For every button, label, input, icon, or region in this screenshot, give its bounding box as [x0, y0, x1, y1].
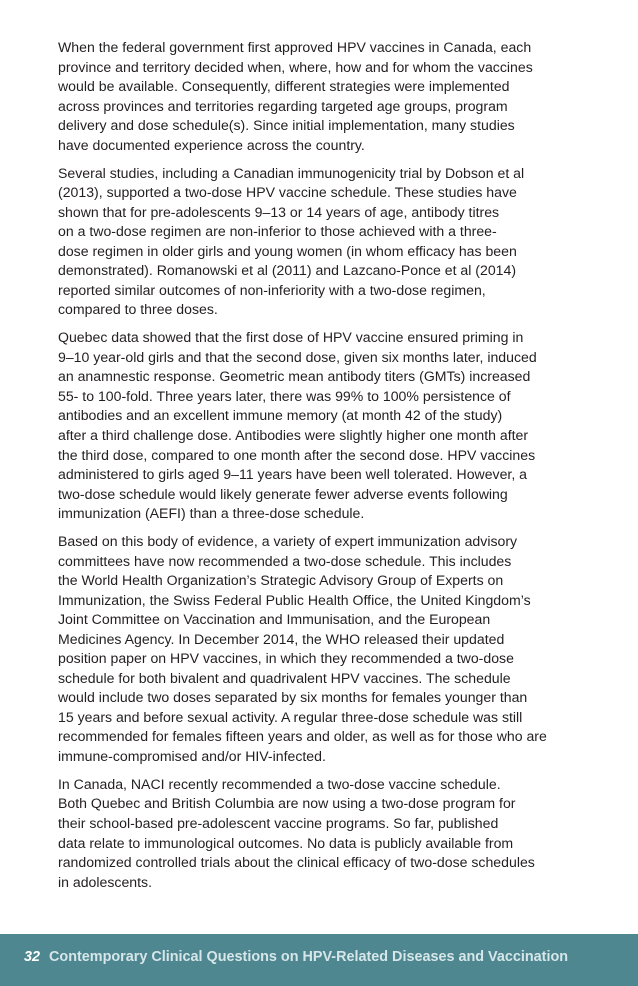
- text-line: committees have now recommended a two-dose schedule. This includes: [58, 552, 512, 569]
- text-line: Based on this body of evidence, a variety of expert immunization advisory: [58, 533, 518, 550]
- text-line: Several studies, including a Canadian immunogenicity trial by Dobson et al: [58, 164, 525, 181]
- text-line: have documented experience across the country.: [58, 136, 365, 153]
- paragraph-5: [58, 775, 584, 892]
- text-line: the third dose, compared to one month after the second dose. HPV vaccines: [58, 446, 536, 463]
- text-line: data relate to immunological outcomes. No data is publicly available from: [58, 834, 514, 851]
- text-line: on a two-dose regimen are non-inferior to those achieved with a three-: [58, 223, 497, 240]
- text-line: two-dose schedule would likely generate fewer adverse events following: [58, 485, 508, 502]
- text-line: across provinces and territories regarding targeted age groups, program: [58, 97, 508, 114]
- text-line: (2013), supported a two-dose HPV vaccine schedule. These studies have: [58, 184, 517, 201]
- text-line: dose regimen in older girls and young women (in whom efficacy has been: [58, 242, 517, 259]
- paragraph-2: [58, 164, 584, 320]
- text-line: 9–10 year-old girls and that the second dose, given six months later, induced: [58, 348, 537, 365]
- running-title: Contemporary Clinical Questions on HPV-Related Diseases and Vaccination: [49, 949, 569, 965]
- paragraph-3: [58, 328, 584, 523]
- text-line: compared to three doses.: [58, 301, 218, 318]
- text-line: immunization (AEFI) than a three-dose schedule.: [58, 505, 365, 522]
- footer-row: [24, 949, 568, 965]
- text-line: 15 years and before sexual activity. A regular three-dose schedule was still: [58, 708, 523, 725]
- text-line: demonstrated). Romanowski et al (2011) and Lazcano-Ponce et al (2014): [58, 262, 517, 279]
- text-line: Medicines Agency. In December 2014, the WHO released their updated: [58, 630, 505, 647]
- paragraph-4: [58, 532, 584, 767]
- text-line: Immunization, the Swiss Federal Public Health Office, the United Kingdom’s: [58, 591, 531, 608]
- text-line: reported similar outcomes of non-inferiority with a two-dose regimen,: [58, 281, 486, 298]
- text-line: an anamnestic response. Geometric mean antibody titers (GMTs) increased: [58, 368, 531, 385]
- paragraph-1: [58, 38, 584, 155]
- text-line: randomized controlled trials about the clinical efficacy of two-dose schedules: [58, 854, 535, 871]
- text-line: province and territory decided when, where, how and for whom the vaccines: [58, 58, 533, 75]
- text-line: their school-based pre-adolescent vaccine programs. So far, published: [58, 814, 499, 831]
- text-line: the World Health Organization’s Strategic Advisory Group of Experts on: [58, 572, 504, 589]
- text-line: in adolescents.: [58, 873, 153, 890]
- text-line: In Canada, NACI recently recommended a two-dose vaccine schedule.: [58, 775, 501, 792]
- text-line: shown that for pre-adolescents 9–13 or 14 years of age, antibody titres: [58, 203, 500, 220]
- text-line: Joint Committee on Vaccination and Immunisation, and the European: [58, 611, 491, 628]
- text-line: schedule for both bivalent and quadrivalent HPV vaccines. The schedule: [58, 669, 511, 686]
- text-line: would include two doses separated by six months for females younger than: [58, 689, 528, 706]
- text-line: after a third challenge dose. Antibodies were slightly higher one month after: [58, 426, 529, 443]
- text-line: position paper on HPV vaccines, in which they recommended a two-dose: [58, 650, 514, 667]
- text-line: delivery and dose schedule(s). Since initial implementation, many studies: [58, 117, 515, 134]
- text-line: Both Quebec and British Columbia are now using a two-dose program for: [58, 795, 516, 812]
- text-line: administered to girls aged 9–11 years have been well tolerated. However, a: [58, 466, 528, 483]
- page-footer: [0, 934, 638, 986]
- text-line: immune-compromised and/or HIV-infected.: [58, 748, 326, 765]
- text-line: 55- to 100-fold. Three years later, there was 99% to 100% persistence of: [58, 387, 511, 404]
- document-body: [58, 38, 584, 900]
- text-line: recommended for females fifteen years and older, as well as for those who are: [58, 728, 547, 745]
- text-line: antibodies and an excellent immune memory (at month 42 of the study): [58, 407, 503, 424]
- page-number: 32: [24, 949, 41, 965]
- text-line: When the federal government first approved HPV vaccines in Canada, each: [58, 39, 532, 55]
- text-line: would be available. Consequently, different strategies were implemented: [58, 78, 510, 95]
- text-line: Quebec data showed that the first dose of HPV vaccine ensured priming in: [58, 329, 524, 346]
